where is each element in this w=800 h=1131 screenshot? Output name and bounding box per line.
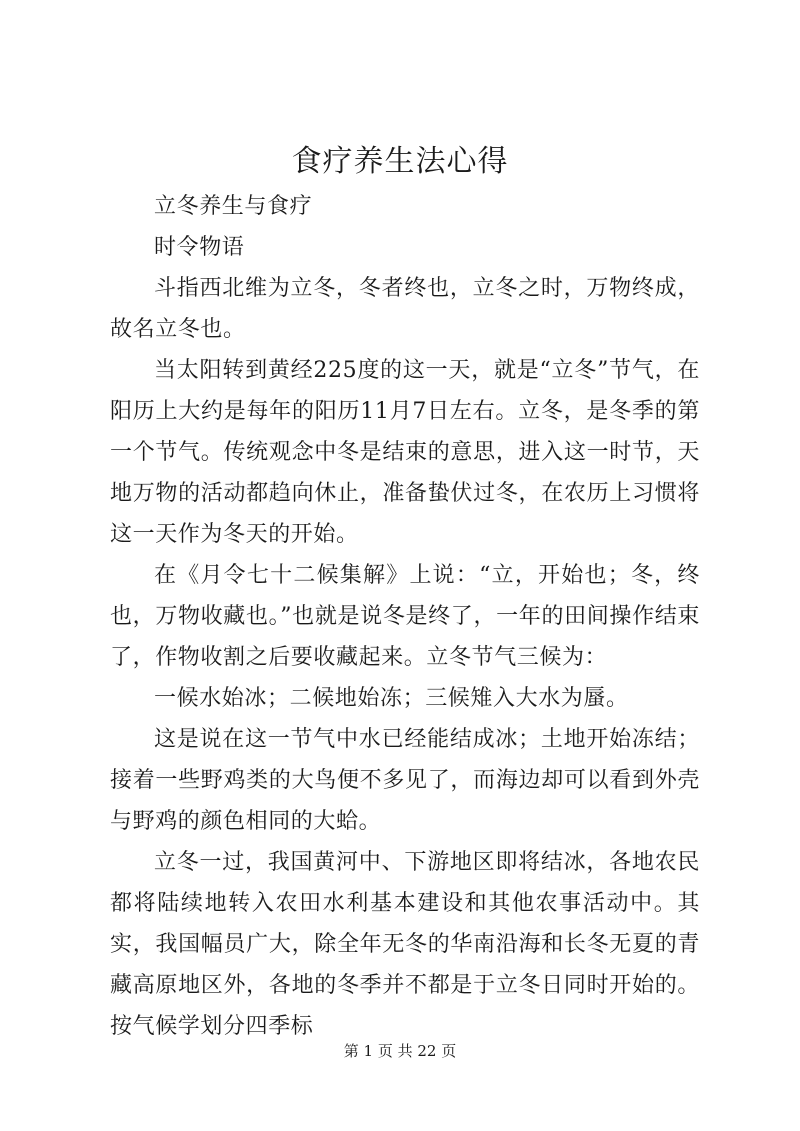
paragraph: 这是说在这一节气中水已经能结成冰；土地开始冻结；接着一些野鸡类的大鸟便不多见了，而海边却可以看到外壳与野鸡的颜色相同的大蛤。 — [110, 727, 700, 834]
paragraph: 立冬一过，我国黄河中、下游地区即将结冰，各地农民都将陆续地转入农田水利基本建设和其他农事活动中。其实，我国幅员广大，除全年无冬的华南沿海和长冬无夏的青藏高原地区外，各地的冬季并不都是于立冬日同时开始的。按气候学划分四季标 — [110, 850, 700, 1039]
paragraph: 一候水始冰；二候地始冻；三候雉入大水为蜃。 — [154, 686, 629, 711]
page-number-footer: 第 1 页 共 22 页 — [343, 1042, 457, 1060]
document-body — [110, 186, 700, 1047]
paragraph-subtitle: 立冬养生与食疗 — [154, 194, 313, 219]
paragraph: 斗指西北维为立冬，冬者终也，立冬之时，万物终成，故名立冬也。 — [110, 276, 700, 342]
paragraph-section-heading: 时令物语 — [154, 235, 245, 260]
document-title: 食疗养生法心得 — [291, 144, 509, 179]
paragraph: 在《月令七十二候集解》上说：“立，开始也；冬，终也，万物收藏也。”也就是说冬是终了，一年的田间操作结束了，作物收割之后要收藏起来。立冬节气三候为： — [110, 563, 700, 670]
paragraph: 当太阳转到黄经225度的这一天，就是“立冬”节气，在阳历上大约是每年的阳历11月7日左右。立冬，是冬季的第一个节气。传统观念中冬是结束的意思，进入这一时节，天地万物的活动都趋向休止，准备蛰伏过冬，在农历上习惯将这一天作为冬天的开始。 — [110, 358, 700, 547]
